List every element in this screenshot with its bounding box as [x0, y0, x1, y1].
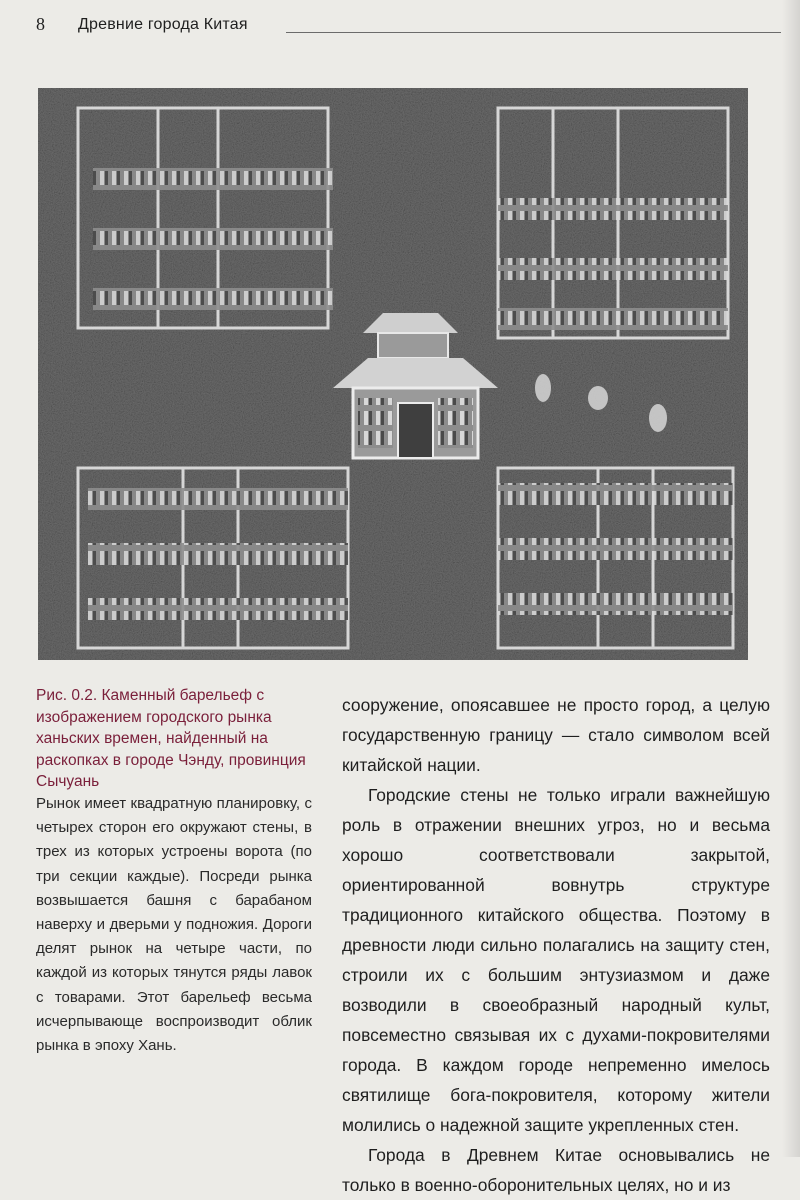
main-text-column	[342, 690, 770, 1200]
page-number: 8	[36, 14, 45, 34]
figure-caption-description: Рынок имеет квадратную планировку, с четырех сторон его окружают стены, в трех из которых устроены ворота (по три секции каждые). Посреди рынка возвышается башня с барабаном наверху и дверьми у подножия. Дороги делят рынок на четыре части, по каждой из которых тянутся ряды лавок с товарами. Этот барельеф весьма исчерпывающе воспроизводит облик рынка в эпоху Хань.	[36, 795, 312, 1055]
figure-caption-title: Рис. 0.2. Каменный барельеф с изображением городского рынка ханьских времен, найденный на раскопках в городе Чэнду, провинция Сычуань	[36, 687, 306, 790]
paragraph-continued: сооружение, опоясавшее не просто город, а целую государственную границу — стало символом всей китайской нации.	[342, 695, 770, 775]
page-edge-shadow	[782, 0, 800, 1157]
paragraph: Города в Древнем Китае основывались не только в военно-оборонительных целях, но и из	[342, 1145, 770, 1195]
bas-relief-figure	[38, 88, 748, 660]
running-title: Древние города Китая	[78, 16, 248, 33]
header-rule	[286, 32, 781, 33]
page-header	[36, 12, 746, 40]
paragraph: Городские стены не только играли важнейшую роль в отражении внешних угроз, но и весьма хорошо соответствовали закрытой, ориентированной вовнутрь структуре традиционного китайского общества. Поэтому в древности люди сильно полагались на защиту стен, строили их с большим энтузиазмом и даже возводили в своеобразный народный культ, повсеместно связывая их с духами-покровителями города. В каждом городе непременно имелось святилище бога-покровителя, которому жители молились о надежной защите укрепленных стен.	[342, 785, 770, 1135]
bas-relief-image	[38, 88, 748, 660]
